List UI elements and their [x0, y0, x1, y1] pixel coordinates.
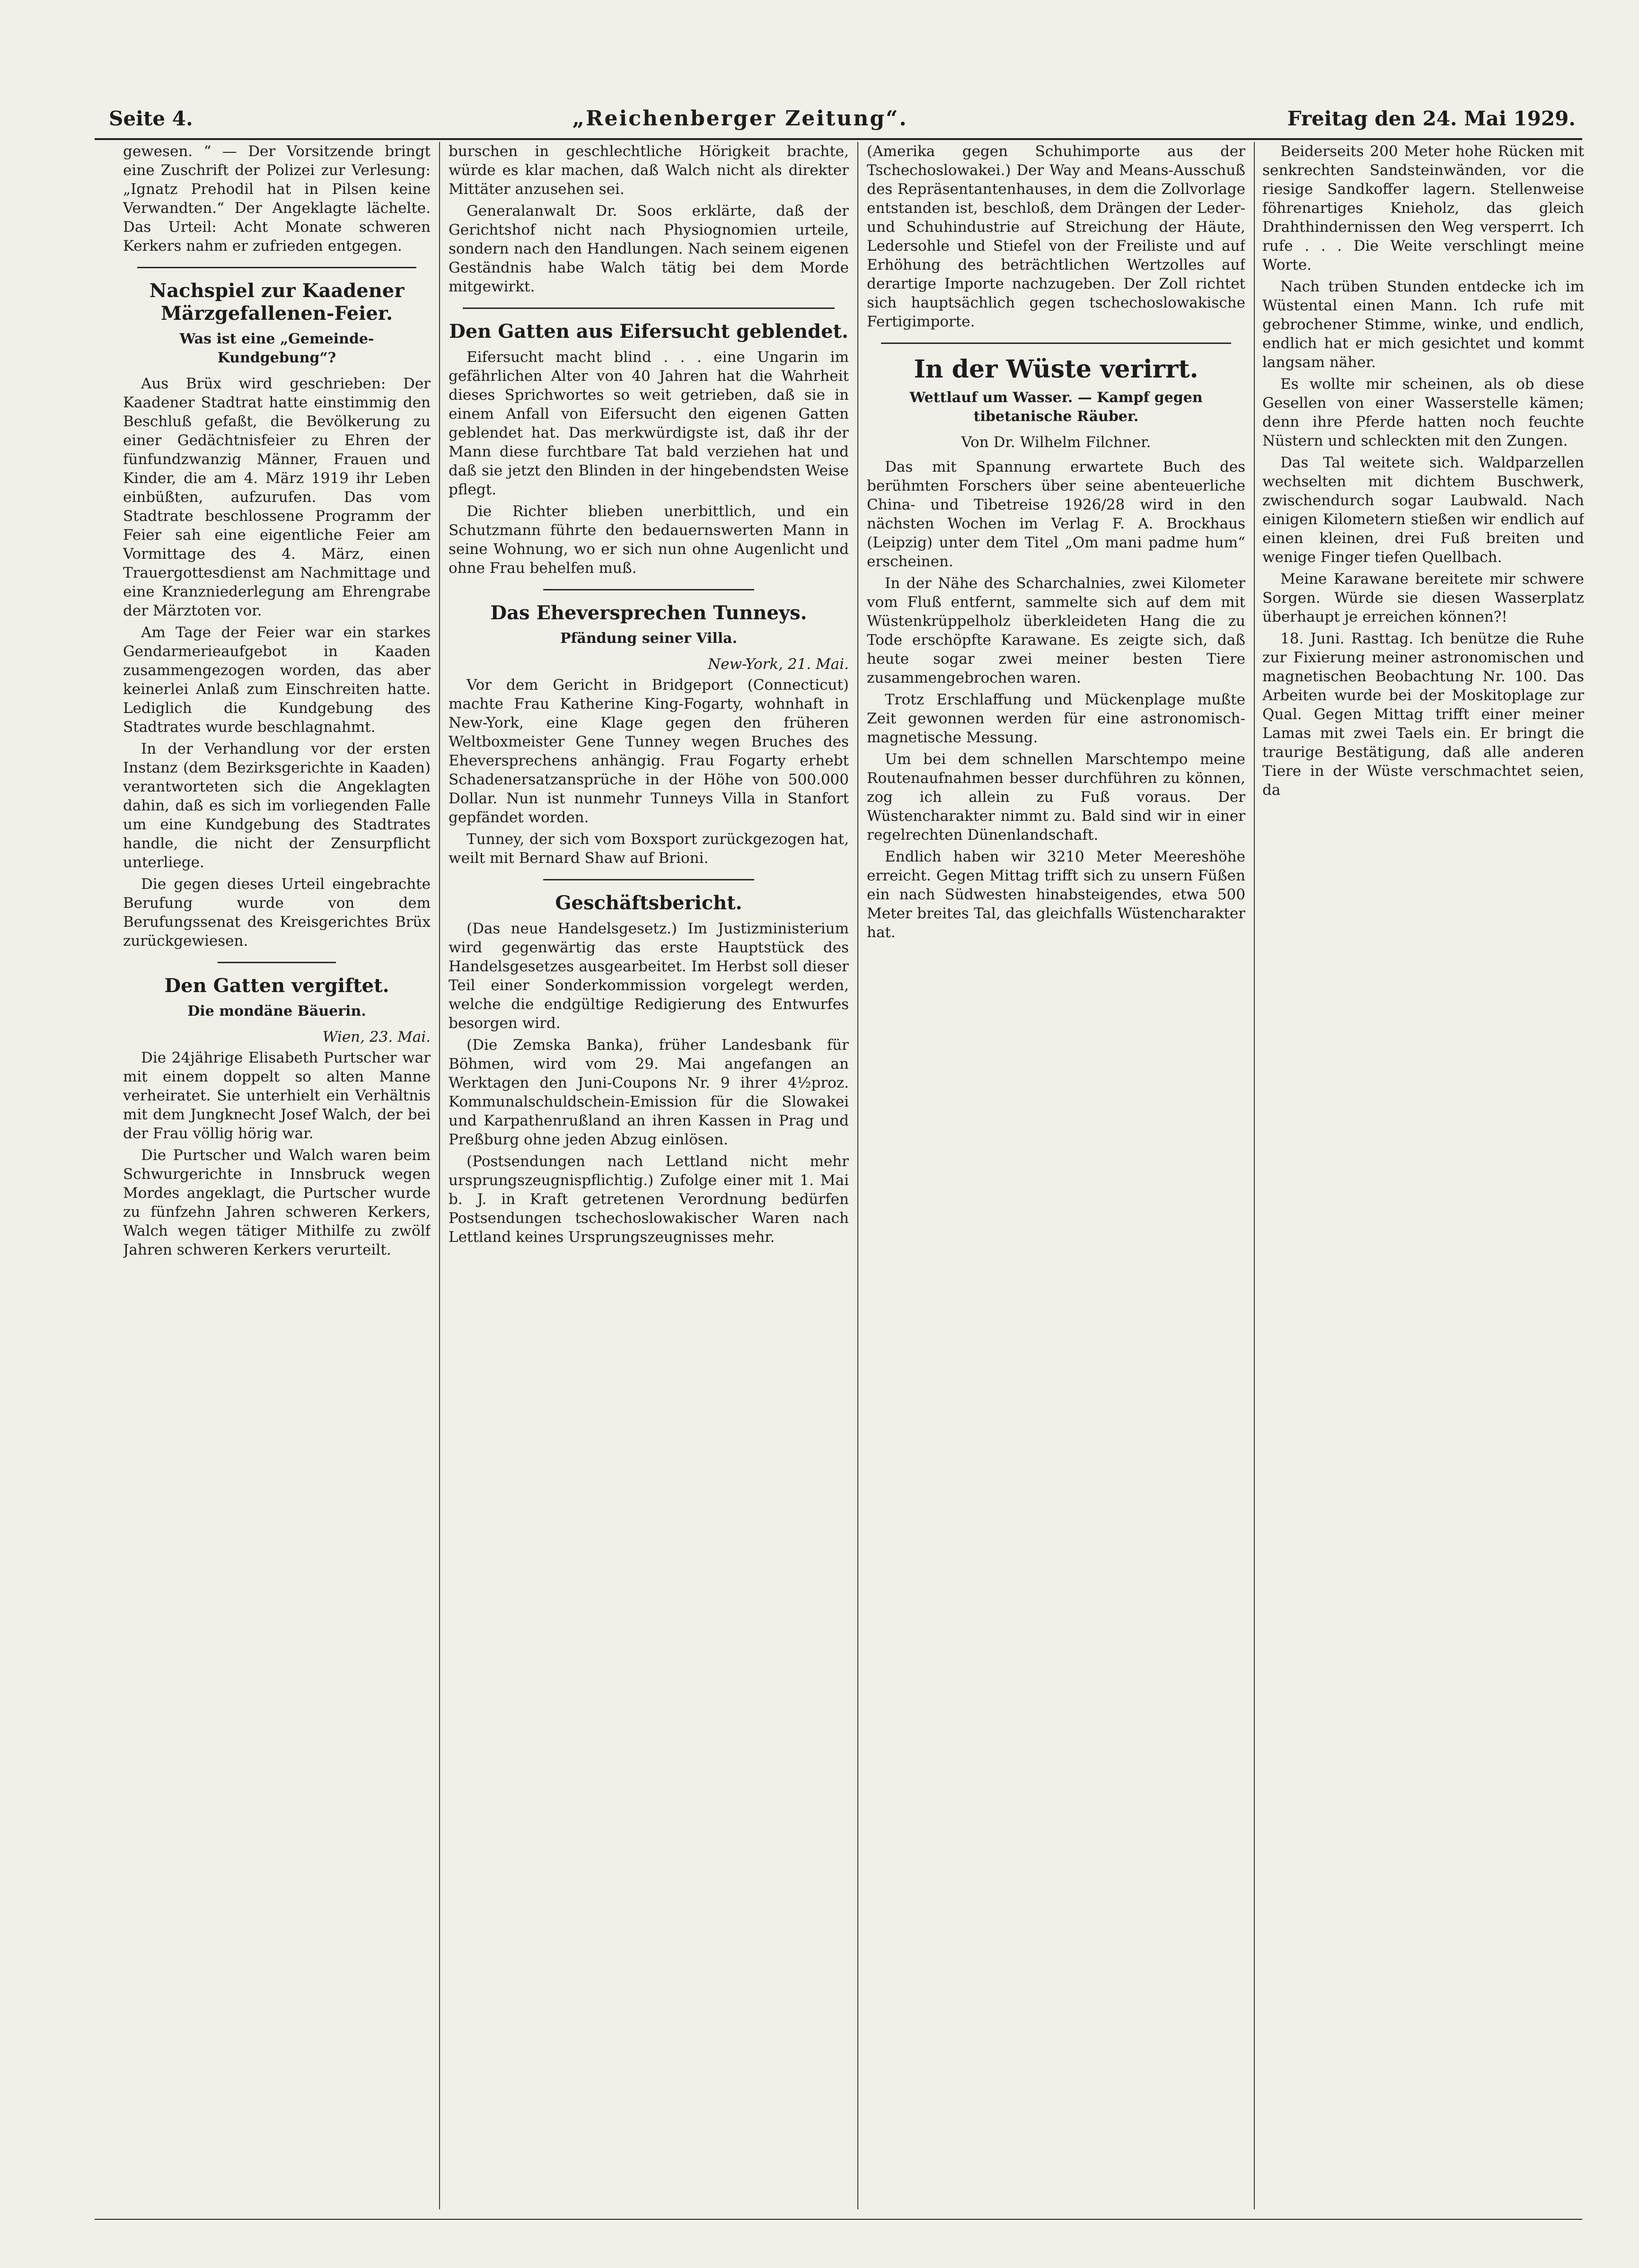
paragraph: Beiderseits 200 Meter hohe Rücken mit senkrechten Sandsteinwänden, vor die riesige Sandkoffer lagern. Stellenweise föhrenartiges Knieholz, das gleich Drahthindernissen den Weg versperrt. Ich rufe . . . Die Weite verschlingt meine Worte. [1262, 143, 1584, 273]
paragraph: Die 24jährige Elisabeth Purtscher war mit einem doppelt so alten Manne verheiratet. Sie unterhielt ein Verhältnis mit dem Jungknecht Josef Walch, der bei der Frau völlig hörig war. [123, 1049, 431, 1142]
column-divider [857, 142, 858, 2209]
section-separator [218, 962, 336, 963]
page-number: Seite 4. [109, 106, 193, 130]
article-headline: Das Eheversprechen Tunneys. [490, 602, 807, 624]
paragraph: In der Verhandlung vor der ersten Instanz (dem Bezirksgerichte in Kaaden) verantworteten sich die Angeklagten dahin, daß es sich im vorliegenden Falle um eine Kundgebung des Stadtrates handle, die nicht der Zensurpflicht unterliege. [123, 740, 431, 871]
article-subheadline: Wettlauf um Wasser. — Kampf gegen tibetanische Räuber. [909, 389, 1203, 425]
paragraph: Eifersucht macht blind . . . eine Ungarin im gefährlichen Alter von 40 Jahren hat die Wahrheit dieses Sprichwortes so weit getrieben, daß sie in einem Anfall von Eifersucht den eigenen Gatten geblendet hat. Das merkwürdigste ist, daß ihr der Mann diese furchtbare Tat bald verziehen hat und daß sie jetzt den Blinden in der hingebendsten Weise pflegt. [449, 349, 849, 498]
paragraph: Es wollte mir scheinen, als ob diese Gesellen von einer Wasserstelle kämen; denn ihre Pferde hatten noch feuchte Nüstern und schleckten mit den Zungen. [1262, 376, 1584, 449]
paragraph: 18. Juni. Rasttag. Ich benütze die Ruhe zur Fixierung meiner astronomischen und magnetischen Beobachtung Nr. 100. Das Arbeiten wurde bei der Moskitoplage zur Qual. Gegen Mittag trifft einer meiner Lamas mit zwei Taels ein. Er bringt die traurige Bestätigung, daß alle anderen Tiere in der Wüste verschmachtet seien, da [1262, 630, 1584, 799]
column-divider [1254, 142, 1255, 2209]
section-separator [463, 308, 835, 309]
paragraph: Am Tage der Feier war ein starkes Gendarmerieaufgebot in Kaaden zusammengezogen worden, das aber keinerlei Anlaß zum Einschreiten hatte. Lediglich die Kundgebung des Stadtrates wurde beschlagnahmt. [123, 624, 431, 736]
paragraph: Die Purtscher und Walch waren beim Schwurgerichte in Innsbruck wegen Mordes angeklagt, die Purtscher wurde zu fünfzehn Jahren schweren Kerkers, Walch wegen tätiger Mithilfe zu zwölf Jahren schweren Kerkers verurteilt. [123, 1147, 431, 1258]
column-4 [1262, 142, 1584, 2209]
column-2 [449, 142, 849, 2209]
paragraph: Nach trüben Stunden entdecke ich im Wüstental einen Mann. Ich rufe mit gebrochener Stimme, winke, und endlich, endlich hat er mich gesichtet und kommt langsam näher. [1262, 278, 1584, 371]
paragraph: (Das neue Handelsgesetz.) Im Justizministerium wird gegenwärtig das erste Hauptstück des Handelsgesetzes ausgearbeitet. Im Herbst soll dieser Teil einer Sonderkommission vorgelegt werden, welche die endgültige Redigierung des Entwurfes besorgen wird. [449, 920, 849, 1032]
header-rule [95, 138, 1582, 140]
paragraph: gewesen. “ — Der Vorsitzende bringt eine Zuschrift der Polizei zur Verlesung: „Ignatz Prehodil hat in Pilsen keine Verwandten.“ Der Angeklagte lächelte. Das Urteil: Acht Monate schweren Kerkers nahm er zufrieden entgegen. [123, 143, 431, 255]
paragraph: Das Tal weitete sich. Waldparzellen wechselten mit dichtem Buschwerk, zwischendurch sogar Laubwald. Nach einigen Kilometern stießen wir endlich auf einen kleinen, drei Fuß breiten und wenige Finger tiefen Quellbach. [1262, 454, 1584, 566]
paragraph: Generalanwalt Dr. Soos erklärte, daß der Gerichtshof nicht nach Physiognomien urteile, sondern nach den Handlungen. Nach seinem eigenen Geständnis habe Walch tätig bei dem Morde mitgewirkt. [449, 202, 849, 295]
paragraph: burschen in geschlechtliche Hörigkeit brachte, würde es klar machen, daß Walch nicht als direkter Mittäter anzusehen sei. [449, 143, 849, 198]
article-headline: In der Wüste verirrt. [914, 355, 1198, 384]
paragraph: In der Nähe des Scharchalnies, zwei Kilometer vom Fluß entfernt, sammelte sich auf dem mit Wüstenkrüppelholz überkleideten Hang die zu Tode erschöpfte Karawane. Es zeigte sich, daß heute sogar zwei meiner besten Tiere zusammengebrochen waren. [867, 575, 1245, 686]
section-separator [881, 343, 1231, 344]
article-headline: Geschäftsbericht. [555, 892, 742, 914]
footer-rule [95, 2219, 1582, 2220]
newspaper-title: „Reichenberger Zeitung“. [572, 106, 908, 131]
paragraph: Aus Brüx wird geschrieben: Der Kaadener Stadtrat hatte einstimmig den Beschluß gefaßt, die Bevölkerung zu einer Gedächtnisfeier zu Ehren der fünfundzwanzig Männer, Frauen und Kinder, die am 4. März 1919 ihr Leben einbüßten, aufzurufen. Das vom Stadtrate beschlossene Programm der Feier sah eine eigentliche Feier am Vormittage des 4. März, einen Trauergottesdienst am Nachmittage und eine Kranzniederlegung am Ehrengrabe der Märztoten vor. [123, 375, 431, 619]
paragraph: Das mit Spannung erwartete Buch des berühmten Forschers über seine abenteuerliche China- und Tibetreise 1926/28 wird in den nächsten Wochen im Verlag F. A. Brockhaus (Leipzig) unter dem Titel „Om mani padme hum“ erscheinen. [867, 458, 1245, 570]
article-subheadline: Pfändung seiner Villa. [560, 630, 738, 647]
section-separator [137, 267, 416, 268]
paragraph: Meine Karawane bereitete mir schwere Sorgen. Würde sie diesen Wasserplatz überhaupt je erreichen können?! [1262, 571, 1584, 625]
article-subheadline: Die mondäne Bäuerin. [187, 1003, 366, 1020]
column-divider [439, 142, 440, 2209]
section-separator [543, 589, 754, 590]
paragraph: Die Richter blieben unerbittlich, und ein Schutzmann führte den bedauernswerten Mann in seine Wohnung, wo er sich nun ohne Augenlicht und ohne Frau behelfen muß. [449, 503, 849, 577]
paragraph: Vor dem Gericht in Bridgeport (Connecticut) machte Frau Katherine King-Fogarty, wohnhaft in New-York, eine Klage gegen den früheren Weltboxmeister Gene Tunney wegen Bruches des Eheversprechens anhängig. Frau Fogarty erhebt Schadenersatzansprüche in der Höhe von 500.000 Dollar. Nun ist nunmehr Tunneys Villa in Stanfort gepfändet worden. [449, 677, 849, 826]
dateline: Wien, 23. Mai. [322, 1029, 431, 1046]
paragraph: (Postsendungen nach Lettland nicht mehr ursprungszeugnispflichtig.) Zufolge einer mit 1. Mai b. J. in Kraft getretenen Verordnung bedürfen Postsendungen tschechoslowakischer Waren nach Lettland keines Ursprungszeugnisses mehr. [449, 1153, 849, 1246]
section-separator [543, 879, 754, 880]
article-subheadline: Was ist eine „Gemeinde-Kundgebung“? [179, 331, 374, 366]
paragraph: (Die Zemska Banka), früher Landesbank für Böhmen, wird vom 29. Mai angefangen an Werktagen den Juni-Coupons Nr. 9 ihrer 4½proz. Kommunalschuldschein-Emission für die Slowakei und Karpathenrußland an ihren Kassen in Prag und Preßburg ohne jeden Abzug einlösen. [449, 1037, 849, 1148]
article-byline: Von Dr. Wilhelm Filchner. [961, 434, 1151, 451]
paragraph: Um bei dem schnellen Marschtempo meine Routenaufnahmen besser durchführen zu können, zog ich allein zu Fuß voraus. Der Wüstencharakter nimmt zu. Bald sind wir in einer regelrechten Dünenlandschaft. [867, 751, 1245, 844]
paragraph: (Amerika gegen Schuhimporte aus der Tschechoslowakei.) Der Way and Means-Ausschuß des Repräsentantenhauses, in dem die Zollvorlage entstanden ist, beschloß, dem Drängen der Leder- und Schuhindustrie auf Streichung der Häute, Ledersohle und Stiefel von der Freiliste und auf Erhöhung des beträchtlichen Wertzolles auf derartige Importe nachzugeben. Der Zoll richtet sich hauptsächlich gegen tschechoslowakische Fertigimporte. [867, 143, 1245, 330]
column-1 [123, 142, 431, 2209]
column-3 [867, 142, 1245, 2209]
paragraph: Tunney, der sich vom Boxsport zurückgezogen hat, weilt mit Bernard Shaw auf Brioni. [449, 831, 849, 867]
article-headline: Den Gatten vergiftet. [164, 975, 389, 997]
article-headline: Den Gatten aus Eifersucht geblendet. [449, 320, 848, 343]
paragraph: Endlich haben wir 3210 Meter Meereshöhe erreicht. Gegen Mittag trifft sich zu unsern Füßen ein nach Südwesten hinabsteigendes, etwa 500 Meter breites Tal, das gleichfalls Wüstencharakter hat. [867, 848, 1245, 941]
dateline: New-York, 21. Mai. [708, 656, 849, 673]
paragraph: Die gegen dieses Urteil eingebrachte Berufung wurde von dem Berufungssenat des Kreisgerichtes Brüx zurückgewiesen. [123, 876, 431, 949]
page-header [109, 102, 1576, 135]
issue-date: Freitag den 24. Mai 1929. [1287, 106, 1576, 130]
article-headline: Nachspiel zur Kaadener Märzgefallenen-Feier. [149, 280, 405, 325]
paragraph: Trotz Erschlaffung und Mückenplage mußte Zeit gewonnen werden für eine astronomisch-magnetische Messung. [867, 691, 1245, 746]
